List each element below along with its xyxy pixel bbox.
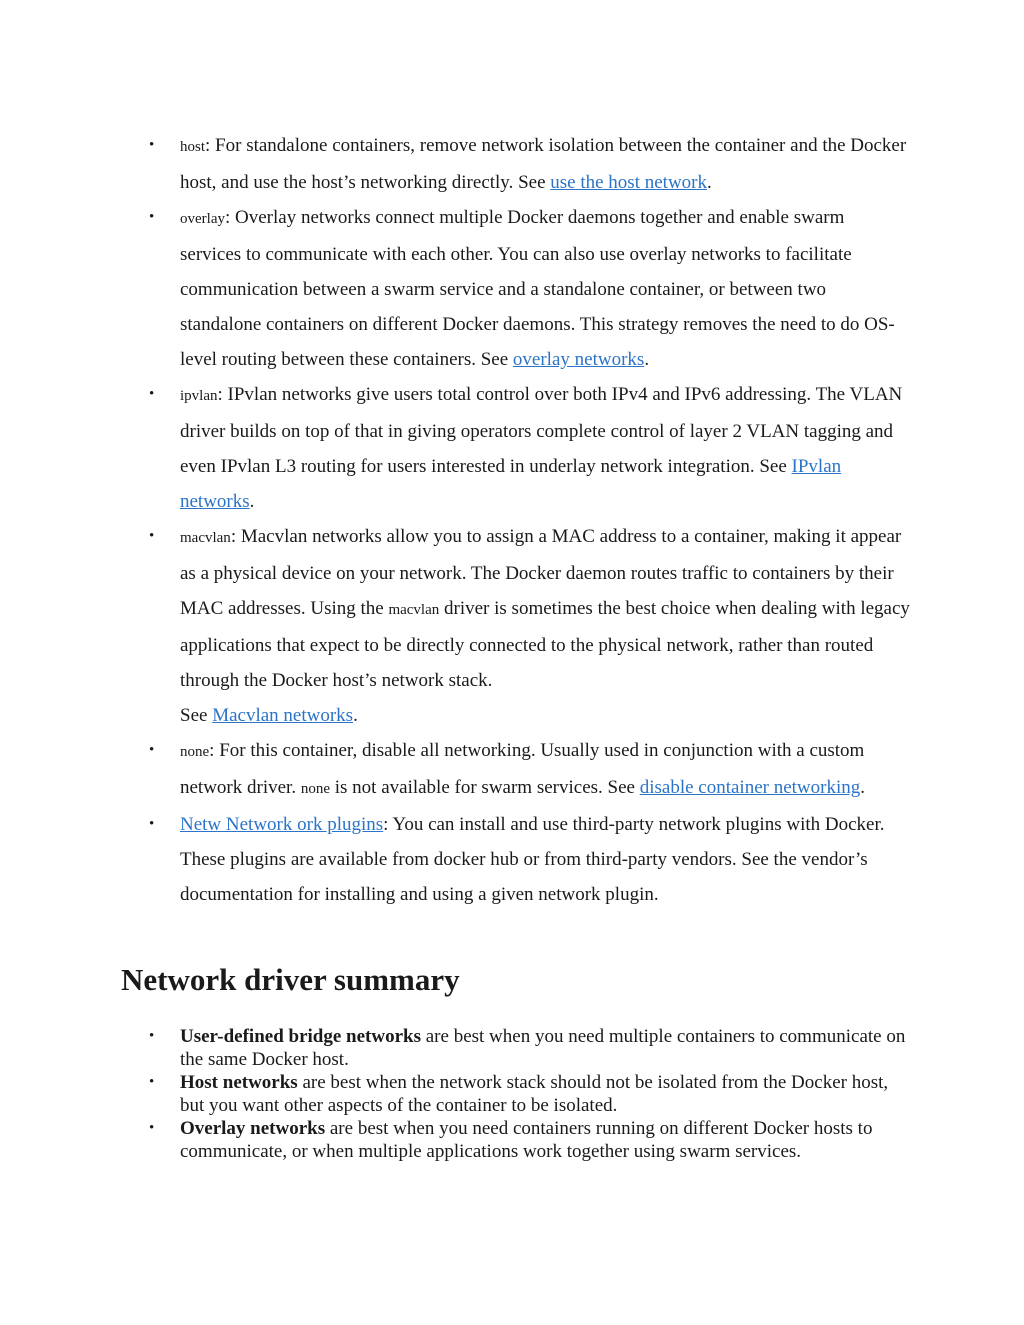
link-ipvlan-networks[interactable]: IPvlan networks bbox=[180, 456, 842, 512]
period: . bbox=[644, 349, 650, 370]
link-network-plugins[interactable]: Netw Network ork plugins bbox=[180, 814, 384, 835]
link-overlay-networks[interactable]: overlay networks bbox=[512, 349, 645, 370]
summary-list bbox=[149, 1025, 910, 1163]
network-drivers-list bbox=[149, 128, 910, 912]
list-item-network-plugins bbox=[149, 807, 910, 912]
summary-term: Overlay networks bbox=[180, 1118, 326, 1139]
bullet-icon: • bbox=[149, 1074, 155, 1090]
bullet-icon: • bbox=[149, 386, 155, 402]
period: . bbox=[353, 705, 358, 726]
list-item-ipvlan bbox=[149, 377, 910, 519]
list-item-none bbox=[149, 733, 910, 807]
summary-text: are best when the network stack should not be isolated from the Docker host, but you want other aspects of the container to be isolated. bbox=[180, 1072, 889, 1116]
period: . bbox=[249, 491, 255, 512]
link-macvlan-networks[interactable]: Macvlan networks bbox=[212, 705, 354, 726]
list-item-host bbox=[149, 128, 910, 200]
section-heading: Network driver summary bbox=[121, 962, 460, 997]
driver-code-overlay: overlay bbox=[180, 211, 225, 227]
bullet-icon: • bbox=[149, 209, 155, 225]
driver-text-none-b: is not available for swarm services. See bbox=[330, 777, 640, 798]
bullet-icon: • bbox=[149, 137, 155, 153]
driver-code-ipvlan: ipvlan bbox=[180, 388, 218, 404]
summary-term: User-defined bridge networks bbox=[180, 1026, 421, 1047]
summary-item-host bbox=[149, 1071, 910, 1117]
summary-text: are best when you need multiple containers to communicate on the same Docker host. bbox=[180, 1026, 906, 1070]
inline-code-macvlan: macvlan bbox=[388, 602, 440, 618]
driver-text-host: : For standalone containers, remove network isolation between the container and the Docker host, and use the host’s networking directly. See bbox=[180, 135, 907, 193]
summary-term: Host networks bbox=[180, 1072, 298, 1093]
bullet-icon: • bbox=[149, 816, 155, 832]
bullet-icon: • bbox=[149, 1028, 155, 1044]
driver-text-macvlan-b: driver is sometimes the best choice when dealing with legacy applications that expect to be directly connected to the physical network, rather than routed through the Docker host’s network stack. bbox=[180, 598, 910, 691]
link-disable-container-networking[interactable]: disable container networking bbox=[639, 777, 861, 798]
driver-code-host: host bbox=[180, 139, 206, 155]
driver-text-overlay: : Overlay networks connect multiple Docker daemons together and enable swarm services to communicate with each other. You can also use overlay networks to facilitate communication between a swarm service and a standalone container, or between two standalone containers on different Docker daemons. This strategy removes the need to do OS-level routing between these containers. See bbox=[180, 207, 895, 370]
driver-text-ipvlan: : IPvlan networks give users total control over both IPv4 and IPv6 addressing. The VLAN driver builds on top of that in giving operators complete control of layer 2 VLAN tagging and even IPvlan L3 routing for users interested in underlay network integration. See bbox=[180, 384, 903, 477]
period: . bbox=[707, 172, 712, 193]
driver-code-none: none bbox=[180, 744, 210, 760]
summary-text: are best when you need containers running on different Docker hosts to communicate, or when multiple applications work together using swarm services. bbox=[180, 1118, 873, 1162]
driver-code-macvlan: macvlan bbox=[180, 530, 231, 546]
driver-text-plugins: : You can install and use third-party network plugins with Docker. These plugins are available from docker hub or from third-party vendors. See the vendor’s documentation for installing and using a given network plugin. bbox=[180, 814, 885, 905]
see-label: See bbox=[180, 705, 213, 726]
bullet-icon: • bbox=[149, 742, 155, 758]
summary-item-bridge bbox=[149, 1025, 910, 1071]
period: . bbox=[860, 777, 866, 798]
driver-text-none-a: : For this container, disable all networking. Usually used in conjunction with a custom network driver. bbox=[180, 740, 865, 798]
summary-item-overlay bbox=[149, 1117, 910, 1163]
driver-text-macvlan-a: : Macvlan networks allow you to assign a MAC address to a container, making it appear as a physical device on your network. The Docker daemon routes traffic to containers by their MAC addresses. Using the bbox=[180, 526, 902, 619]
list-item-overlay bbox=[149, 200, 910, 377]
link-use-host-network[interactable]: use the host network bbox=[550, 172, 707, 193]
bullet-icon: • bbox=[149, 1120, 155, 1136]
bullet-icon: • bbox=[149, 528, 155, 544]
inline-code-none: none bbox=[300, 781, 330, 797]
list-item-macvlan bbox=[149, 519, 910, 733]
